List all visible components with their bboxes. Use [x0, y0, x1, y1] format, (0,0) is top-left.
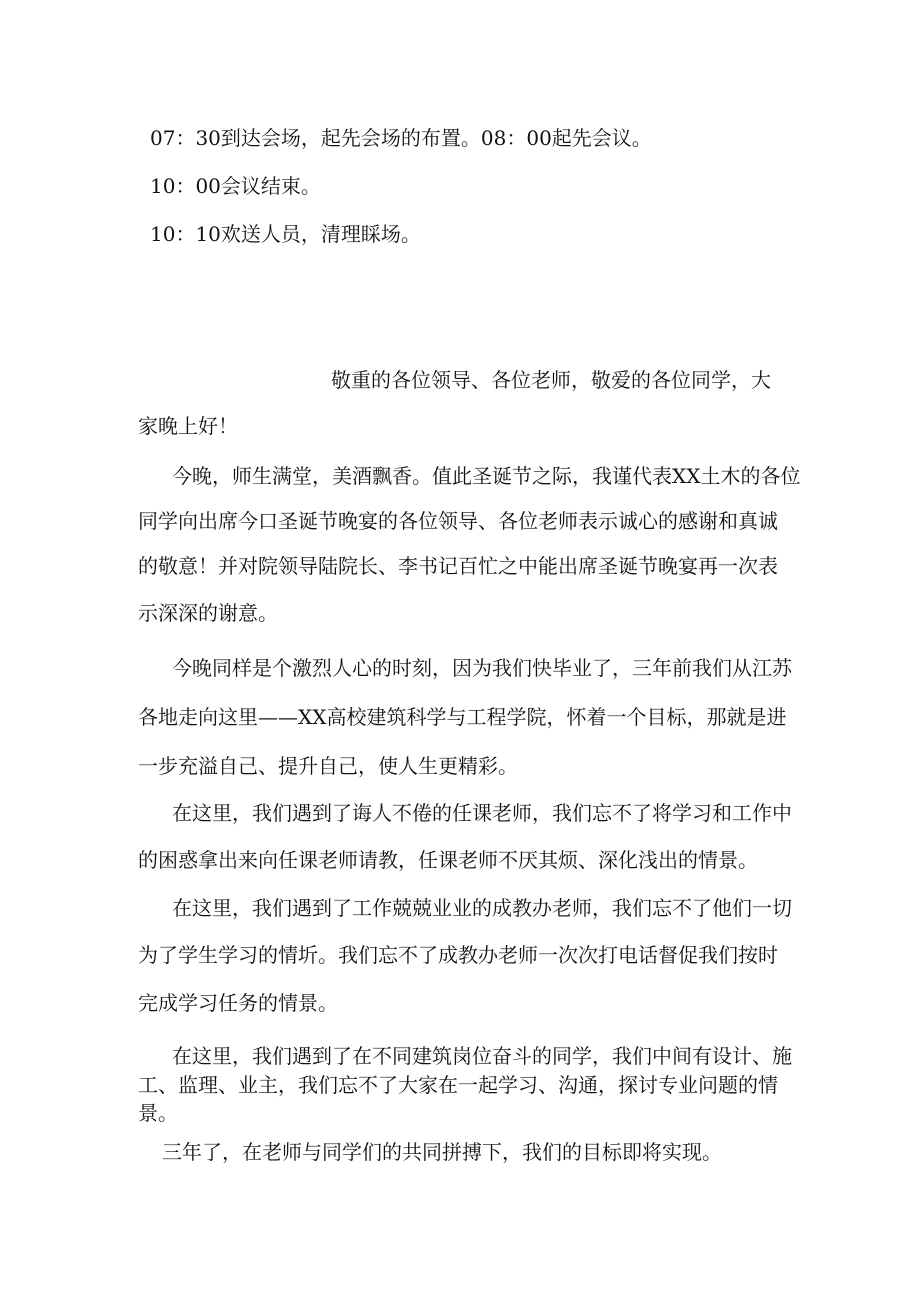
paragraph-3-line-1: 在这里，我们遇到了诲人不倦的任课老师，我们忘不了将学习和工作中	[172, 801, 792, 825]
schedule-item-2: 10：00会议结束。	[150, 174, 321, 198]
paragraph-5-line-3: 景。	[138, 1101, 178, 1125]
schedule-item-3: 10：10欢送人员，清理睬场。	[150, 222, 421, 246]
speech-greeting-line-1: 敬重的各位领导、各位老师，敬爱的各位同学，大	[331, 368, 771, 392]
paragraph-1-line-1: 今晚，师生满堂，美酒飘香。值此圣诞节之际，我谨代表XX土木的各位	[172, 464, 801, 488]
paragraph-5-line-1: 在这里，我们遇到了在不同建筑岗位奋斗的同学，我们中间有设计、施	[172, 1044, 792, 1068]
paragraph-1-line-4: 示深深的谢意。	[138, 601, 278, 625]
paragraph-4-line-3: 完成学习任务的情景。	[138, 991, 338, 1015]
paragraph-2-line-1: 今晚同样是个激烈人心的时刻，因为我们快毕业了，三年前我们从江苏	[172, 656, 792, 680]
paragraph-1-line-2: 同学向出席今口圣诞节晚宴的各位领导、各位老师表示诚心的感谢和真诚	[138, 509, 778, 533]
paragraph-1-line-3: 的敬意！并对院领导陆院长、李书记百忙之中能出席圣诞节晚宴再一次表	[138, 554, 778, 578]
paragraph-4-line-2: 为了学生学习的情圻。我们忘不了成教办老师一次次打电话督促我们按时	[138, 943, 778, 967]
paragraph-6-line-1: 三年了，在老师与同学们的共同拼搏下，我们的目标即将实现。	[162, 1140, 722, 1164]
paragraph-4-line-1: 在这里，我们遇到了工作兢兢业业的成教办老师，我们忘不了他们一切	[172, 896, 792, 920]
schedule-item-1: 07：30到达会场，起先会场的布置。08：00起先会议。	[150, 126, 652, 150]
paragraph-2-line-3: 一步充溢自己、提升自己，使人生更精彩。	[138, 754, 518, 778]
paragraph-3-line-2: 的困惑拿出来向任课老师请教，任课老师不厌其烦、深化浅出的情景。	[138, 848, 758, 872]
paragraph-5-line-2: 工、监理、业主，我们忘不了大家在一起学习、沟通，探讨专业问题的情	[138, 1073, 778, 1097]
speech-greeting-line-2: 家晚上好！	[138, 414, 238, 438]
paragraph-2-line-2: 各地走向这里——XX高校建筑科学与工程学院，怀着一个目标，那就是进	[138, 705, 787, 729]
